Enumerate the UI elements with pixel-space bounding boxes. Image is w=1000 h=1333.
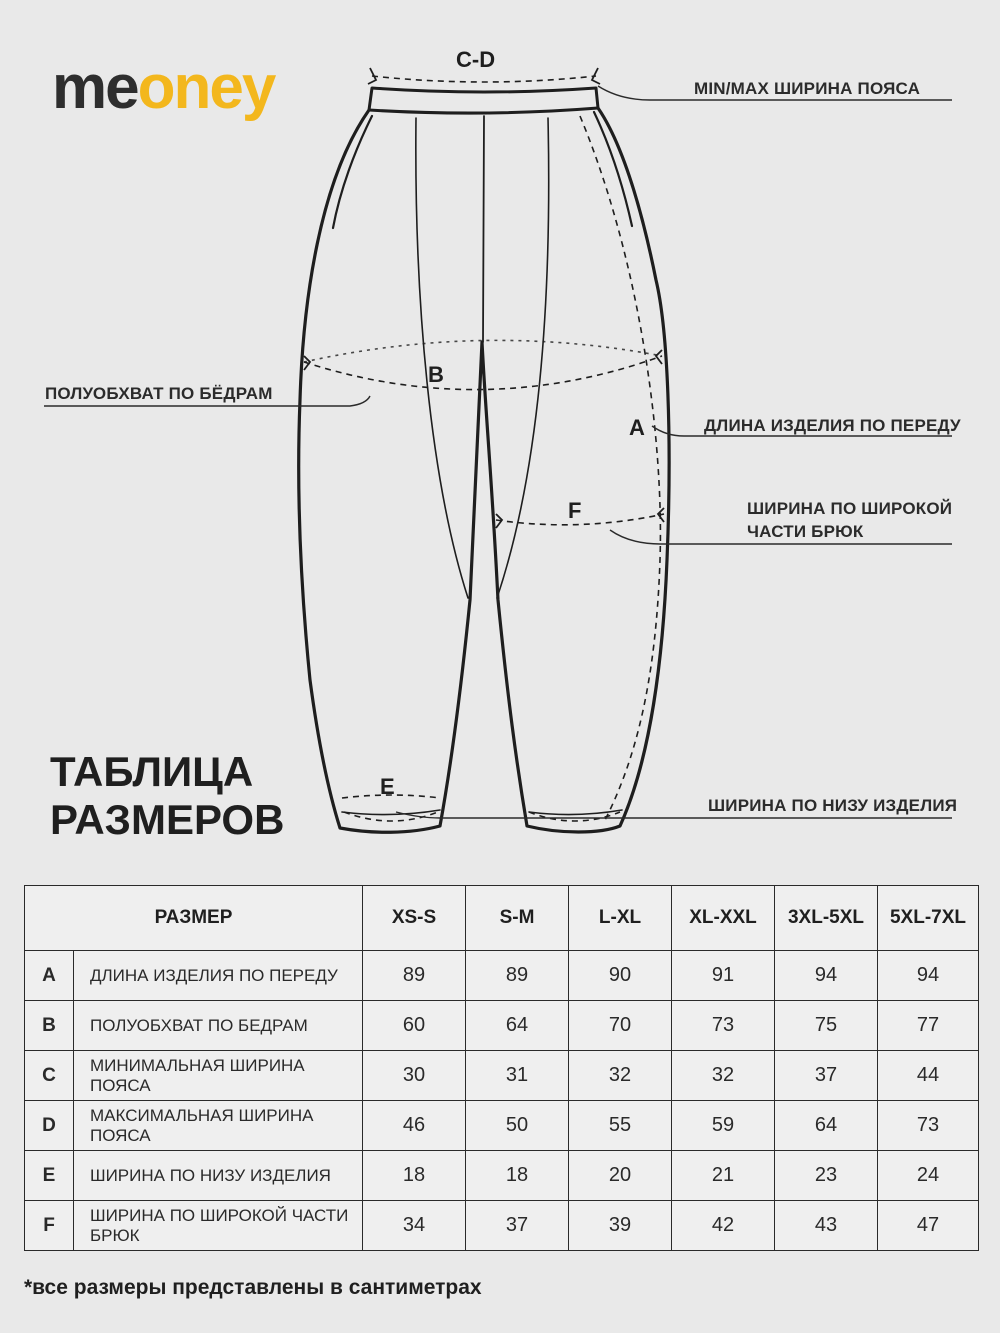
row-label: ДЛИНА ИЗДЕЛИЯ ПО ПЕРЕДУ bbox=[74, 951, 363, 1001]
label-a: A bbox=[629, 415, 645, 440]
label-cd: C-D bbox=[456, 47, 496, 72]
row-label: ШИРИНА ПО НИЗУ ИЗДЕЛИЯ bbox=[74, 1151, 363, 1201]
row-key: C bbox=[25, 1051, 74, 1101]
page-title bbox=[50, 748, 284, 844]
cell-value: 18 bbox=[363, 1151, 466, 1201]
cell-value: 94 bbox=[878, 951, 979, 1001]
cell-value: 73 bbox=[878, 1101, 979, 1151]
right-pleat bbox=[497, 118, 549, 598]
cell-value: 64 bbox=[775, 1101, 878, 1151]
cell-value: 39 bbox=[569, 1201, 672, 1251]
callout-wide-line2: ЧАСТИ БРЮК bbox=[747, 522, 864, 541]
cell-value: 44 bbox=[878, 1051, 979, 1101]
center-seam bbox=[483, 116, 484, 342]
row-label: МИНИМАЛЬНАЯ ШИРИНА ПОЯСА bbox=[74, 1051, 363, 1101]
cell-value: 60 bbox=[363, 1001, 466, 1051]
callout-wide bbox=[747, 497, 952, 543]
measure-cd bbox=[372, 76, 596, 82]
cell-value: 42 bbox=[672, 1201, 775, 1251]
left-pleat bbox=[416, 118, 468, 598]
table-header-row bbox=[25, 886, 979, 951]
cell-value: 77 bbox=[878, 1001, 979, 1051]
header-size-col: 5XL-7XL bbox=[878, 886, 979, 951]
table-row bbox=[25, 1001, 979, 1051]
cell-value: 46 bbox=[363, 1101, 466, 1151]
row-label: ШИРИНА ПО ШИРОКОЙ ЧАСТИ БРЮК bbox=[74, 1201, 363, 1251]
callout-length: ДЛИНА ИЗДЕЛИЯ ПО ПЕРЕДУ bbox=[704, 416, 961, 435]
table-row bbox=[25, 1051, 979, 1101]
title-line1: ТАБЛИЦА bbox=[50, 748, 254, 795]
callout-waist: MIN/MAX ШИРИНА ПОЯСА bbox=[694, 79, 921, 98]
callout-wide-line1: ШИРИНА ПО ШИРОКОЙ bbox=[747, 499, 953, 518]
table-row bbox=[25, 1101, 979, 1151]
footnote: *все размеры представлены в сантиметрах bbox=[24, 1276, 482, 1299]
logo-accent-part: oney bbox=[137, 53, 275, 122]
row-label: МАКСИМАЛЬНАЯ ШИРИНА ПОЯСА bbox=[74, 1101, 363, 1151]
cell-value: 50 bbox=[466, 1101, 569, 1151]
row-label: ПОЛУОБХВАТ ПО БЕДРАМ bbox=[74, 1001, 363, 1051]
callout-hips: ПОЛУОБХВАТ ПО БЁДРАМ bbox=[45, 384, 273, 403]
cell-value: 70 bbox=[569, 1001, 672, 1051]
header-size-col: S-M bbox=[466, 886, 569, 951]
label-f: F bbox=[568, 498, 582, 523]
cell-value: 91 bbox=[672, 951, 775, 1001]
cell-value: 89 bbox=[363, 951, 466, 1001]
cell-value: 21 bbox=[672, 1151, 775, 1201]
cell-value: 34 bbox=[363, 1201, 466, 1251]
header-size: РАЗМЕР bbox=[25, 886, 363, 951]
cell-value: 37 bbox=[775, 1051, 878, 1101]
logo-dark-part: me bbox=[52, 53, 138, 122]
cell-value: 20 bbox=[569, 1151, 672, 1201]
header-size-col: L-XL bbox=[569, 886, 672, 951]
label-b: B bbox=[428, 362, 444, 387]
cell-value: 55 bbox=[569, 1101, 672, 1151]
cell-value: 47 bbox=[878, 1201, 979, 1251]
row-key: F bbox=[25, 1201, 74, 1251]
left-cuff-seam bbox=[342, 810, 440, 815]
waistband bbox=[369, 88, 598, 113]
size-table bbox=[24, 885, 979, 1251]
cell-value: 32 bbox=[672, 1051, 775, 1101]
header-size-col: XS-S bbox=[363, 886, 466, 951]
cell-value: 24 bbox=[878, 1151, 979, 1201]
callout-bottom: ШИРИНА ПО НИЗУ ИЗДЕЛИЯ bbox=[708, 796, 958, 815]
row-key: D bbox=[25, 1101, 74, 1151]
header-size-col: 3XL-5XL bbox=[775, 886, 878, 951]
cell-value: 75 bbox=[775, 1001, 878, 1051]
row-key: A bbox=[25, 951, 74, 1001]
cell-value: 18 bbox=[466, 1151, 569, 1201]
table-row bbox=[25, 951, 979, 1001]
cell-value: 94 bbox=[775, 951, 878, 1001]
title-line2: РАЗМЕРОВ bbox=[50, 796, 285, 843]
cell-value: 59 bbox=[672, 1101, 775, 1151]
cell-value: 64 bbox=[466, 1001, 569, 1051]
cell-value: 43 bbox=[775, 1201, 878, 1251]
table-row bbox=[25, 1151, 979, 1201]
cell-value: 90 bbox=[569, 951, 672, 1001]
cell-value: 30 bbox=[363, 1051, 466, 1101]
cell-value: 37 bbox=[466, 1201, 569, 1251]
header-size-col: XL-XXL bbox=[672, 886, 775, 951]
table-row bbox=[25, 1201, 979, 1251]
measure-a bbox=[580, 116, 660, 822]
cell-value: 32 bbox=[569, 1051, 672, 1101]
row-key: B bbox=[25, 1001, 74, 1051]
label-e: E bbox=[380, 774, 395, 799]
cell-value: 73 bbox=[672, 1001, 775, 1051]
cell-value: 23 bbox=[775, 1151, 878, 1201]
cell-value: 89 bbox=[466, 951, 569, 1001]
row-key: E bbox=[25, 1151, 74, 1201]
cell-value: 31 bbox=[466, 1051, 569, 1101]
